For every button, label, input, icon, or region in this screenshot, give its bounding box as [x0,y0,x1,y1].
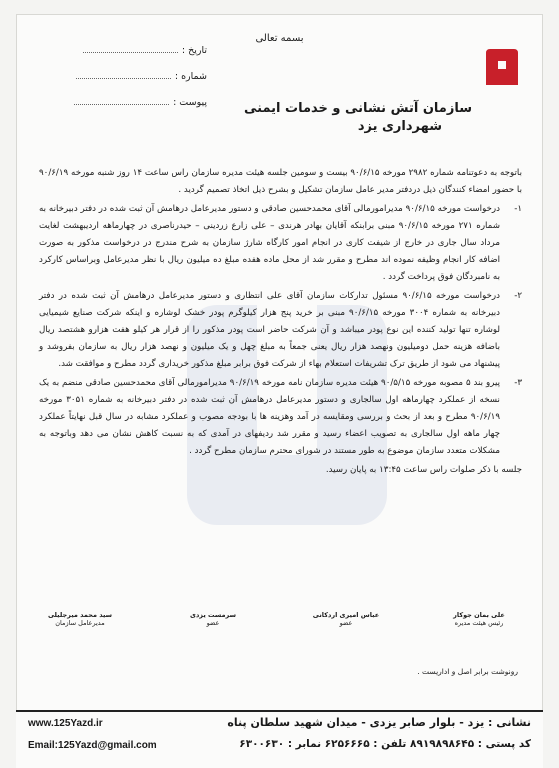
signer-role: عضو [206,619,220,627]
item-text: درخواست مورخه ۹۰/۶/۱۵ مسئول تدارکات سازمان آقای علی انتظاری و دستور مدیرعامل درهامش آن ثبت شده در دفتر دبیرخانه به شماره ۳۰۰۴ مورخه ۹۰/۶/۱۵ مبنی بر خرید پنج هزار کیلوگرم پودر خشک لوشاره و اینکه شرکت صنایع شیمیایی لوشاره تنها تولید کننده این نوع پودر میباشد و آن شرکت حاضر است پودر مذکور را از قرار هر کیلو هفت هزارو هشتصد ریال باضافه هزینه حمل دومیلیون ونهصد هزار ریال یعنی جمعاً به مبلغ چهل و یک میلیون و نهصد هزار ریال به سازمان بفروشد و پیشنهاد می شود از طریق ترک تشریفات استعلام بهاء از شرکت فوق برابر مبلغ مذکور خریداری گردد مطرح و موافقت شد. [39,291,500,369]
signature [168,611,258,627]
meta-attachment [47,97,207,108]
resolution-item [39,375,522,460]
intro-paragraph: باتوجه به دعوتنامه شماره ۲۹۸۲ مورخه ۹۰/۶/۱۵ بیست و سومین جلسه هیئت مدیره سازمان راس ساعت ۱۴ روز شنبه مورخه ۹۰/۶/۱۹ با حضور امضاء کنندگان ذیل دردفتر مدیر عامل سازمان تشکیل و بشرح ذیل اتخاذ تصمیم گردید . [39,168,522,195]
org-subtitle: شهرداری یزد [357,119,442,134]
signer-role: عضو [339,619,353,627]
signer-role: مدیرعامل سازمان [55,619,105,627]
number-label: شماره : [174,71,207,82]
signer-name: علی بمان جوکار [453,611,505,619]
org-title: سازمان آتش نشانی و خدمات ایمنی [243,101,472,116]
signer-name: عباس امیری اردکانی [312,611,380,619]
signer-name: سرمست یزدی [190,611,236,619]
email-link[interactable]: Email:125Yazd@gmail.com [28,740,157,751]
meta-date [47,45,207,56]
letter-page [16,14,543,754]
item-text: پیرو بند ۵ مصوبه مورخه ۹۰/۵/۱۵ هیئت مدیره سازمان نامه مورخه ۹۰/۶/۱۹ مدیرامورمالی آقای محمدحسین صادقی منضم به یک نسخه از عملکرد چهارماهه اول سالجاری و دستور مدیرعامل درهامش آن ثبت شده در دفتر دبیرخانه به شماره ۳۰۵۱ مورخه ۹۰/۶/۱۹ مطرح و بعد از بحث و بررسی ومقایسه در آمد وهزینه ها با بودجه مصوب و عملکرد مشابه در سال قبل نهایتاً عملکرد چهار ماهه اول سالجاری به تصویب اعضاء رسید و مقرر شد ردیفهای در آمدی که به نسبت کاهش نشان می دهد وباتوجه به مشکلات متعدد سازمان موضوع به طور مستند در شورای محترم سازمان مطرح گردد . [39,378,500,456]
signer-role: رئیس هیئت مدیره [454,619,504,627]
bismillah: بسمه تعالی [255,33,304,44]
date-label: تاریخ : [181,45,207,56]
item-number: ۲- [514,291,522,301]
meta-number [47,71,207,82]
signature-block [35,611,524,627]
item-text: درخواست مورخه ۹۰/۶/۱۵ مدیرامورمالی آقای محمدحسین صادقی و دستور مدیرعامل درهامش آن ثبت شده در دفتر دبیرخانه به شماره ۲۷۱ مورخه ۹۰/۶/۱۵ مبنی برابنکه آقایان بهادر هرندی – علی زارع زردینی – حیدرناصری در چهارماهه اردیبهشت لغایت مرداد سال جاری در خارج از شیفت کاری در انجام امور کارگاه شارژ سازمان به شرح مندرج در درخواست مذکور به صورت اضافه کار انجام وظیفه نموده اند مطرح و مقرر شد از محل ماده هفده مبلغ ده میلیون ریال با نظر مدیرعامل وبراساس کارکرد به نامبردگان فوق پرداخت گردد . [39,204,500,282]
resolution-item [39,201,522,286]
attachment-label: پیوست : [173,97,207,108]
signer-name: سید محمد میرجلیلی [47,611,113,619]
signature [35,611,125,627]
number-line [76,78,171,79]
attachment-line [74,104,169,105]
signature [434,611,524,627]
item-number: ۱- [514,204,522,214]
footer-contact: کد پستی : ۸۹۱۹۸۹۸۶۴۵ تلفن : ۶۲۵۶۶۶۵ نمابر : ۶۳۰۰۶۳۰ [239,738,531,750]
letter-body [39,165,522,481]
fire-department-logo-icon [482,45,522,89]
letter-footer [16,710,543,768]
date-line [83,52,178,53]
item-number: ۳- [514,378,522,388]
resolution-item [39,288,522,373]
signature [301,611,391,627]
footer-address: نشانی : یزد - بلوار صابر یزدی - میدان شهید سلطان پناه [227,716,531,729]
website-link[interactable]: www.125Yazd.ir [28,718,103,729]
closing-line: جلسه با ذکر صلوات راس ساعت ۱۳:۴۵ به پایان رسید. [325,465,522,475]
copy-note: رونوشت برابر اصل و اداریست . [417,667,518,676]
